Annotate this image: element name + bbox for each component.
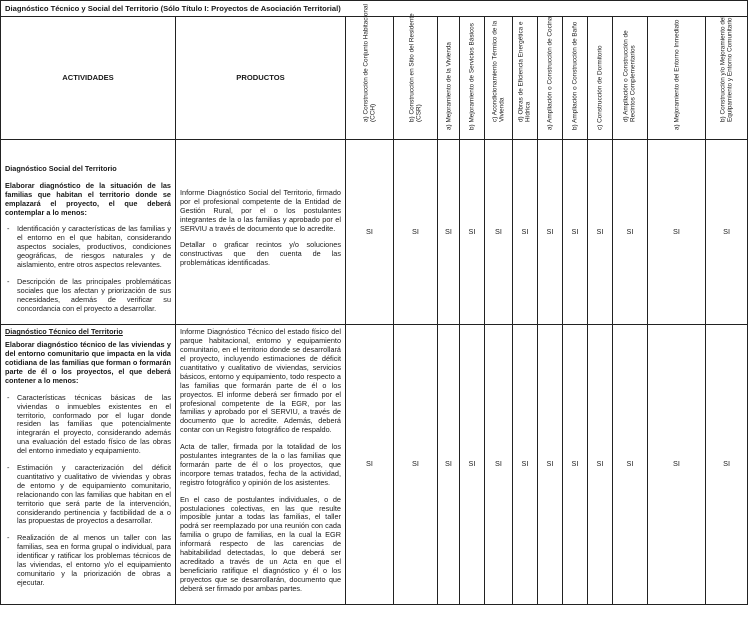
mark-cell: SI [438,140,460,325]
mark-cell: SI [460,140,485,325]
activity-intro: Elaborar diagnóstico de la situación de las familias que habitan el territorio donde se emplazará el proyecto, el que deberá contemplar a lo menos: [5,180,171,217]
mark-cell: SI [613,325,648,605]
mark-cell: SI [394,325,438,605]
header-col-eficiencia-energetica: d) Obras de Eficiencia Energética e Hídrica [513,17,538,140]
header-col-dormitorio: c) Construcción de Dormitorio [588,17,613,140]
mark-cell: SI [513,325,538,605]
list-item: - Realización de al menos un taller con las familias, sea en forma grupal o individual, para identificar y ratificar los problemas técnicos de las viviendas, el entorno y/o el equipamiento comunitario y la priorización de obras a ejecutar. [17,534,171,587]
list-item: - Estimación y caracterización del déficit cuantitativo y cualitativo de viviendas y obras de entorno y de equipamiento comunitario, relacionando con las familias que habitan en el territorio que será parte de la intervención, considerando pertinencia y factibilidad de a o las propuestas de proyectos a desarrollar. [17,464,171,526]
section-title: Diagnóstico Social del Territorio [5,164,117,173]
table-row [1,140,748,325]
header-activities: ACTIVIDADES [1,17,176,140]
mark-cell: SI [460,325,485,605]
product-cell [176,140,346,325]
header-col-recintos-complementarios: d) Ampliación o Construcción de Recintos Complementarios [613,17,648,140]
mark-cell: SI [538,325,563,605]
mark-cell: SI [394,140,438,325]
table-row [1,325,748,605]
list-item: - Descripción de las principales problemáticas sociales que los afectan y priorización de sus necesidades, además de verificar su concordancia con el proyecto a desarrollar. [17,278,171,314]
mark-cell: SI [346,325,394,605]
product-text: Detallar o graficar recintos y/o soluciones constructivas que den cuenta de las problemáticas identificadas. [180,240,341,268]
mark-cell: SI [588,325,613,605]
mark-cell: SI [648,140,706,325]
mark-cell: SI [485,325,513,605]
header-col-bano: b) Ampliación o Construcción de Baño [563,17,588,140]
mark-cell: SI [563,325,588,605]
product-text: Acta de taller, firmada por la totalidad de los postulantes integrantes de la o las familias que formarán parte de él o los proyectos, que incorpore temas tratados, fecha de la actividad, registro fotográfico y opinión de los asistentes. [180,442,341,487]
mark-cell: SI [706,140,748,325]
header-col-equipamiento-comunitario: b) Construcción y/o Mejoramiento del Equipamiento y Entorno Comunitario [706,17,748,140]
header-col-cocina: a) Ampliación o Construcción de Cocina [538,17,563,140]
mark-cell: SI [538,140,563,325]
mark-cell: SI [563,140,588,325]
list-item: - Identificación y características de las familias y el entorno en el que habitan, considerando aspectos sociales, productivos, condiciones geográficas, de riesgos naturales y de aislamiento, entre otros aspectos relevantes. [17,225,171,269]
section-title: Diagnóstico Técnico del Territorio [5,327,123,337]
product-text: Informe Diagnóstico Técnico del estado físico del parque habitacional, entorno y equipamiento comunitario, en el territorio donde se desarrollará el proyecto, incluyendo estimaciones de déficit cuantitativo y cualitativo de viviendas, servicios básicos, entorno y equipamiento, todo respecto a las familias que formarán parte de él o los proyectos. El informe deberá ser firmado por el profesional competente de la EGR, por las familias y aprobado por el SERVIU, a través de documento que lo acredite. Además, deberá contar con un Registro fotográfico de respaldo. [180,327,341,435]
mark-cell: SI [613,140,648,325]
activity-bullets [5,225,171,313]
header-col-acondicionamiento-termico: c) Acondicionamiento Térmico de la Vivienda [485,17,513,140]
mark-cell: SI [588,140,613,325]
header-col-csr: b) Construcción en Sitio del Residente (CSR) [394,17,438,140]
header-col-cch: a) Construcción de Conjunto Habitacional (CCH) [346,17,394,140]
product-cell [176,325,346,605]
activity-bullets [5,394,171,588]
header-col-mejoramiento-vivienda: a) Mejoramiento de la Vivienda [438,17,460,140]
mark-cell: SI [346,140,394,325]
list-item: - Características técnicas básicas de las viviendas o inmuebles existentes en el territorio, conformado por el lugar donde residen las familias que potencialmente integrarán el proyecto, considerando además una evaluación del estado físico de las obras del entorno inmediato y equipamiento. [17,394,171,456]
table-title: Diagnóstico Técnico y Social del Territorio (Sólo Título I: Proyectos de Asociación Territorial) [1,1,748,17]
product-text: En el caso de postulantes individuales, o de postulaciones colectivas, en las que resulte imposible juntar a todas las familias, el taller podrá ser reemplazado por una reunión con cada familia o grupo de familias, en la cual la EGR informará respecto de las carencias de habitabilidad detectadas, lo que deberá ser acreditado a través de un Acta en que el beneficiario ratifique el diagnóstico y él o los proyectos que se desarrollarán, documento que deberá ser firmado por ambas partes. [180,494,341,593]
header-products: PRODUCTOS [176,17,346,140]
mark-cell: SI [485,140,513,325]
mark-cell: SI [706,325,748,605]
header-col-servicios-basicos: b) Mejoramiento de Servicios Básicos [460,17,485,140]
mark-cell: SI [648,325,706,605]
mark-cell: SI [513,140,538,325]
activity-cell [1,140,176,325]
product-text: Informe Diagnóstico Social del Territorio, firmado por el profesional competente de la Entidad de Gestión Rural, por el o los postulantes integrantes de la o las familias y aprobado por el SERVIU a través de documento que lo acredite. [180,188,341,233]
mark-cell: SI [438,325,460,605]
activity-intro: Elaborar diagnóstico técnico de las viviendas y del entorno comunitario que impacta en la vida cotidiana de las familias que forman o formarán parte de él o los proyectos, el que deberá contener a lo menos: [5,340,171,385]
activity-cell [1,325,176,605]
header-col-entorno-inmediato: a) Mejoramiento del Entorno Inmediato [648,17,706,140]
